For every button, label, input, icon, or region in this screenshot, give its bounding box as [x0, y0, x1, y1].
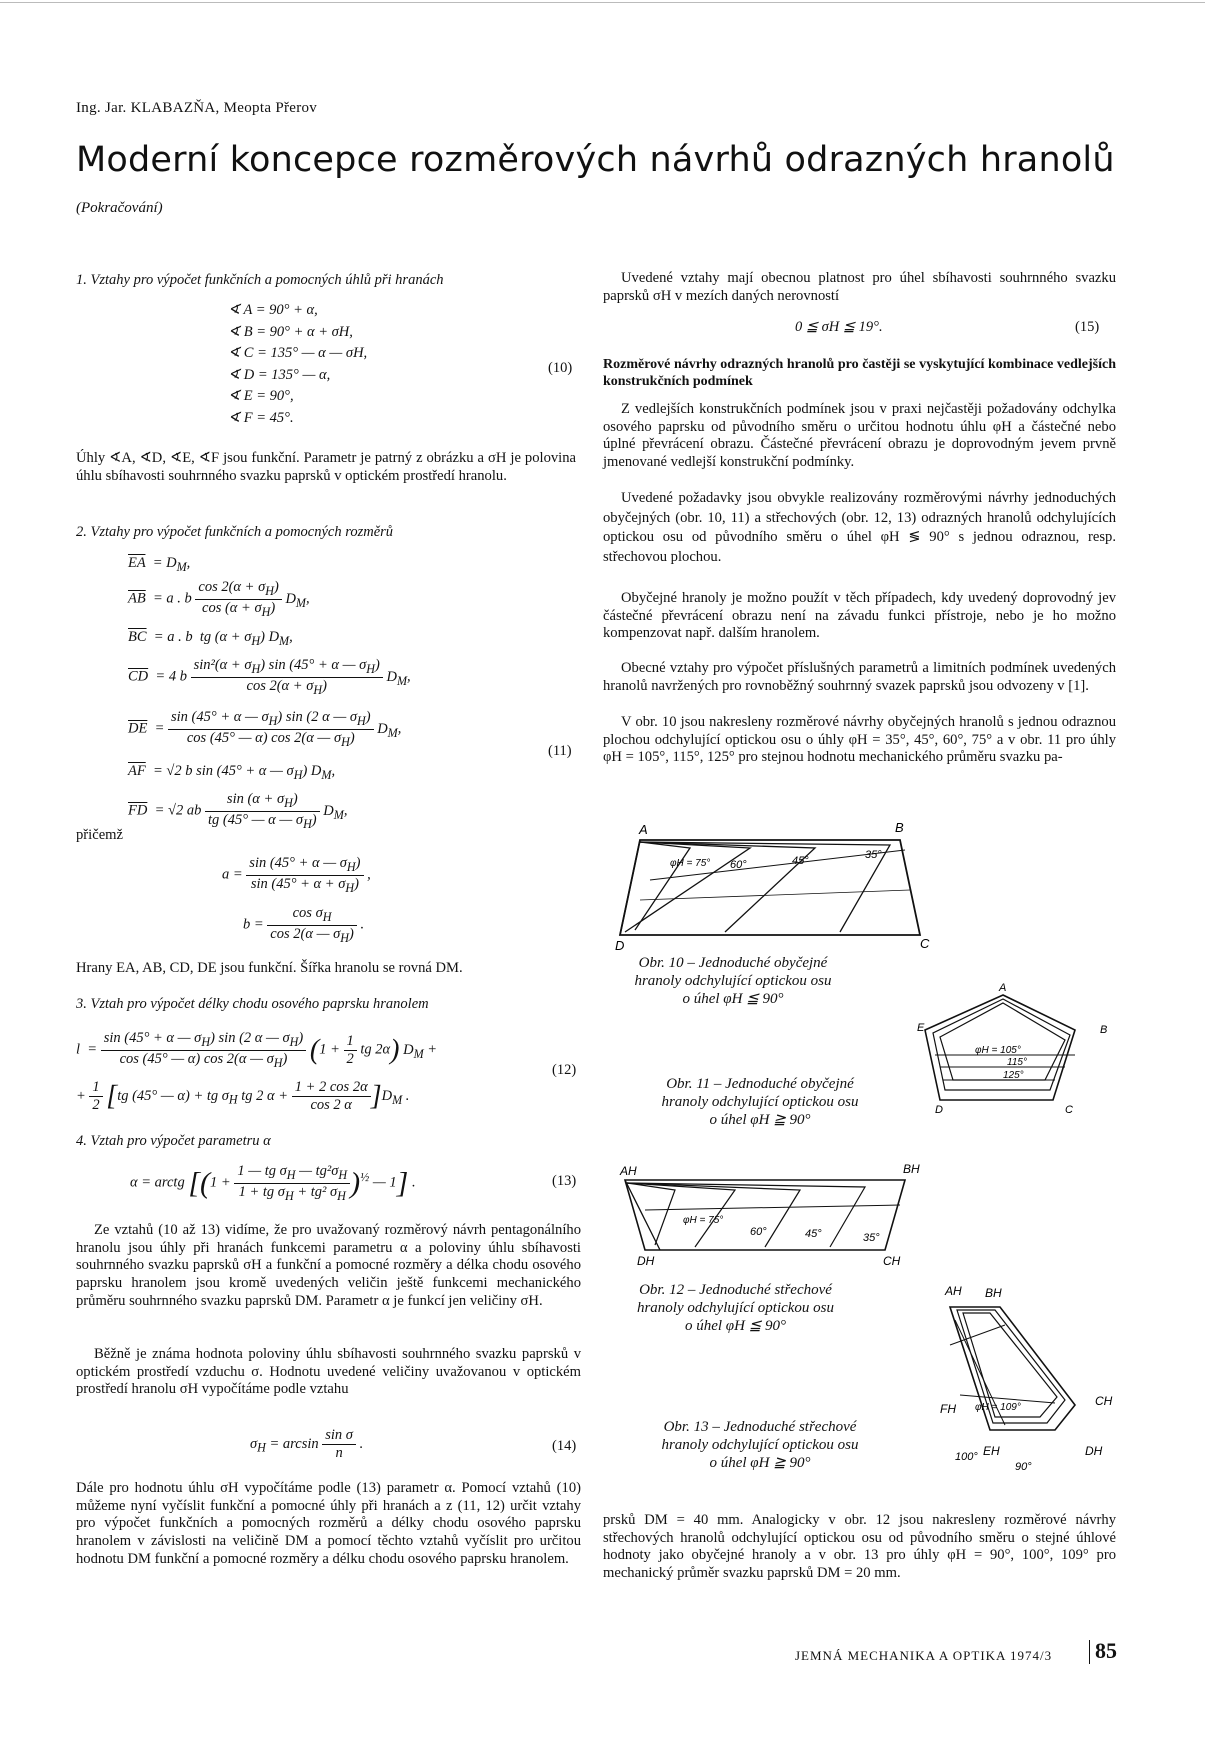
fig10-label-35: 35° — [865, 849, 882, 861]
equation-b: b = $\frac{\cos \sigma_H}{\cos 2(\alpha — \sigma_H)}$ . — [243, 905, 365, 945]
fig12-label-75: φH = 75° — [683, 1215, 724, 1226]
fig10-caption-line2: hranoly odchylující optickou osu — [634, 973, 832, 989]
equation-13: α = arctg [(1 + $\frac{1 — tg \sigma_H — tg^2\sigma_H}{1 + tg \sigma_H + tg^2 \sigma_H}$ )$^{\frac{1}{2}}$ — 1] . — [130, 1163, 416, 1203]
fig12-caption-line3: o úhel φH ≦ 90° — [684, 1318, 787, 1334]
angle-eq-a: ∢ A = 90° + α, — [228, 302, 318, 318]
fig12-label-ch: CH — [883, 1254, 901, 1268]
fig13-label-fh: FH — [940, 1402, 956, 1416]
angle-eq-f: ∢ F = 45°. — [228, 409, 294, 426]
fig11-caption-line2: hranoly odchylující optickou osu — [661, 1094, 859, 1110]
fig12-label-dh: DH — [637, 1254, 655, 1268]
equation-block-11: $\overline{EA} = D_M$, $\overline{AB} = a$ . b $\frac{\cos 2(\alpha + \sigma_H)}{\cos (\alpha + \sigma_H)}$ $D_M$, $\overline{BC} = a$ . b tg $(\alpha + \sigma_H)$ $D_M$, $\overline{CD} = 4$ b $\frac{\sin^2(\alpha + \sigma_H) \sin (45^\circ + \alpha — \sigma_H)}{\cos 2(\alpha + \sigma_H)}$ $D_M$, $\overline{DE}$ = $\frac{\sin (45^\circ + \alpha — \sigma_H) \sin (2 \alpha — \sigma_H)}{\cos (45^\circ — \alpha) \cos 2(\alpha — \sigma_H)}$ $D_M$, $\overline{AF} = √2$ b sin (45° + α — $\sigma_H$) $D_M$, $\overline{FD} = √2$ ab $\frac{\sin (\alpha + \sigma_H)}{tg (45^\circ — \alpha — \sigma_H)}$ $D_M$, — [128, 555, 411, 831]
fig11-label-b: B — [1100, 1024, 1108, 1036]
paragraph-fig12-13-desc: prsků DM = 40 mm. Analogicky v obr. 12 jsou nakresleny rozměrové návrhy střechových hranolů odchylující optickou osu od původního směru o stejné úhlové hodnoty jako obyčejné hranoly a v obr. 13 pro úhly φH = 90°, 100°, 109° pro mechanický průměr svazku paprsků DM = 20 mm. — [603, 1512, 1116, 1582]
paragraph-procedure: Dále pro hodnotu úhlu σH vypočítáme podle (13) parametr α. Pomocí vztahů (10) můžeme nyní vyčíslit funkční a pomocné úhly při hranách a z (11, 12) určit vztahy pro výpočet funkčních a pomocných rozměrů a délky chodu osového paprsku hranolem v závislosti na veličině DM a pomocí těchto vztahů vyčíslit pro určitou hodnotu DM funkční a pomocné rozměry a délku chodu osového paprsku hranolem. — [76, 1480, 581, 1567]
eq-number-15: (15) — [1075, 319, 1100, 335]
fig12-caption-line1: Obr. 12 – Jednoduché střechové — [639, 1282, 832, 1298]
fig13-label-ch: CH — [1095, 1394, 1113, 1408]
fig13-label-dh: DH — [1085, 1444, 1103, 1458]
top-rule — [0, 2, 1205, 3]
fig10-label-75: φH = 75° — [670, 858, 711, 869]
fig10-label-d: D — [615, 938, 625, 953]
fig12-label-ah: AH — [620, 1164, 637, 1178]
angle-eq-b: ∢ B = 90° + α + σH, — [228, 323, 353, 340]
fig11-label-105: φH = 105° — [975, 1045, 1021, 1056]
paragraph-requirements: Uvedené požadavky jsou obvykle realizovány rozměrovými návrhy jednoduchých obyčejných (obr. 10, 11) a střechových (obr. 12, 13) odrazných hranolů odchylujících optickou osu od původního směru o úhel φH ≶ 90° s jednou odraznou, resp. střechovou plochou. — [603, 490, 1116, 565]
figure-11-drawing — [915, 982, 1115, 1120]
section-3-heading: 3. Vztah pro výpočet délky chodu osového paprsku hranolem — [76, 996, 429, 1012]
fig13-label-100: 100° — [955, 1451, 978, 1463]
label-pricemz: přičemž — [76, 827, 123, 843]
fig11-label-125: 125° — [1003, 1070, 1024, 1081]
fig13-label-90: 90° — [1015, 1461, 1032, 1473]
fig10-label-45: 45° — [792, 855, 809, 867]
fig10-label-60: 60° — [730, 859, 747, 871]
eq-number-13: (13) — [552, 1173, 577, 1189]
page-number: 85 — [1095, 1638, 1117, 1663]
author-line: Ing. Jar. KLABAZŇA, Meopta Přerov — [76, 100, 318, 116]
fig11-caption-line1: Obr. 11 – Jednoduché obyčejné — [666, 1076, 854, 1092]
fig12-label-60: 60° — [750, 1226, 767, 1238]
figure-12-caption — [603, 1281, 868, 1335]
page-title: Moderní koncepce rozměrových návrhů odrazných hranolů — [76, 140, 1115, 180]
section-4-heading: 4. Vztah pro výpočet parametru α — [76, 1133, 271, 1149]
fig11-label-d: D — [935, 1104, 943, 1116]
fig12-caption-line2: hranoly odchylující optickou osu — [636, 1300, 835, 1316]
paragraph-fig10-desc: V obr. 10 jsou nakresleny rozměrové návrhy obyčejných hranolů s jednou odraznou plochou odchylující optickou osu o úhly φH = 35°, 45°, 60°, 75° a v obr. 11 pro úhly φH = 105°, 115°, 125° pro stejnou hodnotu mechanického průměru svazku pa- — [603, 714, 1116, 766]
fig13-caption-line2: hranoly odchylující optickou osu — [661, 1437, 859, 1453]
equation-a: a = $\frac{\sin (45^\circ + \alpha — \sigma_H)}{\sin (45^\circ + \alpha + \sigma_H)}$ , — [222, 855, 371, 895]
paragraph-angles: Úhly ∢A, ∢D, ∢E, ∢F jsou funkční. Parametr je patrný z obrázku a σH je polovina úhlu sbíhavosti souhrnného svazku paprsků v optickém prostředí hranolu. — [76, 450, 576, 484]
fig10-label-b: B — [895, 820, 904, 835]
equation-14: $\sigma_H = \arcsin$ $\frac{\text{sin σ}}{n}$ . — [250, 1427, 364, 1461]
footer-journal: JEMNÁ MECHANIKA A OPTIKA 1974/3 — [795, 1648, 1053, 1663]
fig11-label-a: A — [999, 982, 1007, 994]
eq-number-14: (14) — [552, 1438, 577, 1454]
fig11-label-e: E — [917, 1022, 925, 1034]
fig13-label-eh: EH — [983, 1444, 1000, 1458]
angle-eq-c: ∢ C = 135° — α — σH, — [228, 345, 368, 361]
angle-eq-e: ∢ E = 90°, — [228, 388, 294, 404]
figure-10-drawing — [610, 820, 930, 953]
figure-11-caption — [620, 1075, 900, 1129]
equation-15: 0 ≦ σH ≦ 19°. — [795, 319, 883, 335]
figure-13-caption — [620, 1418, 900, 1472]
fig12-label-35: 35° — [863, 1232, 880, 1244]
angle-equations — [228, 300, 367, 429]
paragraph-conditions: Z vedlejších konstrukčních podmínek jsou v praxi nejčastěji požadovány odchylka osového paprsku od původního směru o určitou hodnotu úhlu φH a částečné nebo úplné převrácení obrazu. Částečné převrácení obrazu je doprovodným jevem prvně jmenované vedlejší konstrukční podmínky. — [603, 401, 1116, 471]
fig10-caption-line3: o úhel φH ≦ 90° — [682, 991, 784, 1007]
subtitle: (Pokračování) — [76, 200, 163, 216]
paragraph-conclusion: Ze vztahů (10 až 13) vidíme, že pro uvažovaný rozměrový návrh pentagonálního hranolu jsou úhly při hranách funkcemi parametru α a poloviny úhlu sbíhavosti souhrnného svazku paprsků σH a funkční a pomocné rozměry a délka chodu osového paprsku hranolem jsou kromě uvedených veličin ještě funkcemi mechanického průměru souhrnného svazku paprsků DM. Parametr α je funkcí jen veličiny σH. — [76, 1222, 581, 1309]
footer-divider — [1089, 1640, 1090, 1664]
paragraph-validity: Uvedené vztahy mají obecnou platnost pro úhel sbíhavosti souhrnného svazku paprsků σH v mezích daných nerovností — [603, 270, 1116, 304]
figure-13-drawing — [940, 1284, 1115, 1473]
fig13-label-ah: AH — [945, 1284, 962, 1298]
fig10-label-c: C — [920, 936, 930, 951]
paragraph-known-value: Běžně je známa hodnota poloviny úhlu sbíhavosti souhrnného svazku paprsků v optickém prostředí vzduchu σ. Hodnotu uvedené veličiny uvažovanou v optickém prostředí hranolu σH vypočítáme podle vztahu — [76, 1346, 581, 1398]
section-2-heading: 2. Vztahy pro výpočet funkčních a pomocných rozměrů — [76, 524, 394, 540]
fig13-caption-line1: Obr. 13 – Jednoduché střechové — [663, 1419, 857, 1435]
eq-number-11: (11) — [548, 743, 572, 759]
eq-number-10: (10) — [548, 360, 573, 376]
paragraph-edges: Hrany EA, AB, CD, DE jsou funkční. Šířka hranolu se rovná DM. — [76, 960, 463, 976]
angle-eq-d: ∢ D = 135° — α, — [228, 366, 331, 383]
fig12-label-45: 45° — [805, 1228, 822, 1240]
figure-12-drawing — [615, 1162, 920, 1275]
fig11-caption-line3: o úhel φH ≧ 90° — [709, 1112, 811, 1128]
equation-12: l = $\frac{\sin (45^\circ + \alpha — \sigma_H) \sin (2 \alpha — \sigma_H)}{\cos (45^\circ — \alpha) \cos 2(\alpha — \sigma_H)}$ (1 + $\frac{1}{2}$ tg 2α) $D_M$ + + $\frac{1}{2}$ [tg (45° — α) + tg $\sigma_H$ tg 2 α + $\frac{1 + 2 \cos 2\alpha}{\cos 2 \alpha}$ ]$D_M$ . — [76, 1030, 438, 1113]
fig13-label-bh: BH — [985, 1286, 1002, 1300]
fig12-label-bh: BH — [903, 1162, 920, 1176]
fig13-label-109: φH = 109° — [975, 1402, 1021, 1413]
fig11-label-c: C — [1065, 1104, 1073, 1116]
figure-10-caption — [603, 954, 863, 1008]
fig11-label-115: 115° — [1007, 1057, 1027, 1068]
fig10-caption-line1: Obr. 10 – Jednoduché obyčejné — [638, 955, 828, 971]
paragraph-general: Obecné vztahy pro výpočet příslušných parametrů a limitních podmínek uvedených hranolů navržených pro rovnoběžný souhrnný svazek paprsků jsou odvozeny v [1]. — [603, 660, 1116, 694]
paragraph-ordinary: Obyčejné hranoly je možno použít v těch případech, kdy uvedený doprovodný jev částečné převrácení obrazu není na závadu funkci přístroje, nebo je ho možno kompenzovat např. dalším hranolem. — [603, 590, 1116, 642]
fig13-caption-line3: o úhel φH ≧ 90° — [709, 1455, 811, 1471]
eq-number-12: (12) — [552, 1062, 577, 1078]
section-1-heading: 1. Vztahy pro výpočet funkčních a pomocných úhlů při hranách — [76, 272, 444, 288]
section-heading-designs: Rozměrové návrhy odrazných hranolů pro častěji se vyskytující kombinace vedlejších konstrukčních podmínek — [603, 357, 1116, 389]
fig10-label-a: A — [639, 822, 648, 837]
